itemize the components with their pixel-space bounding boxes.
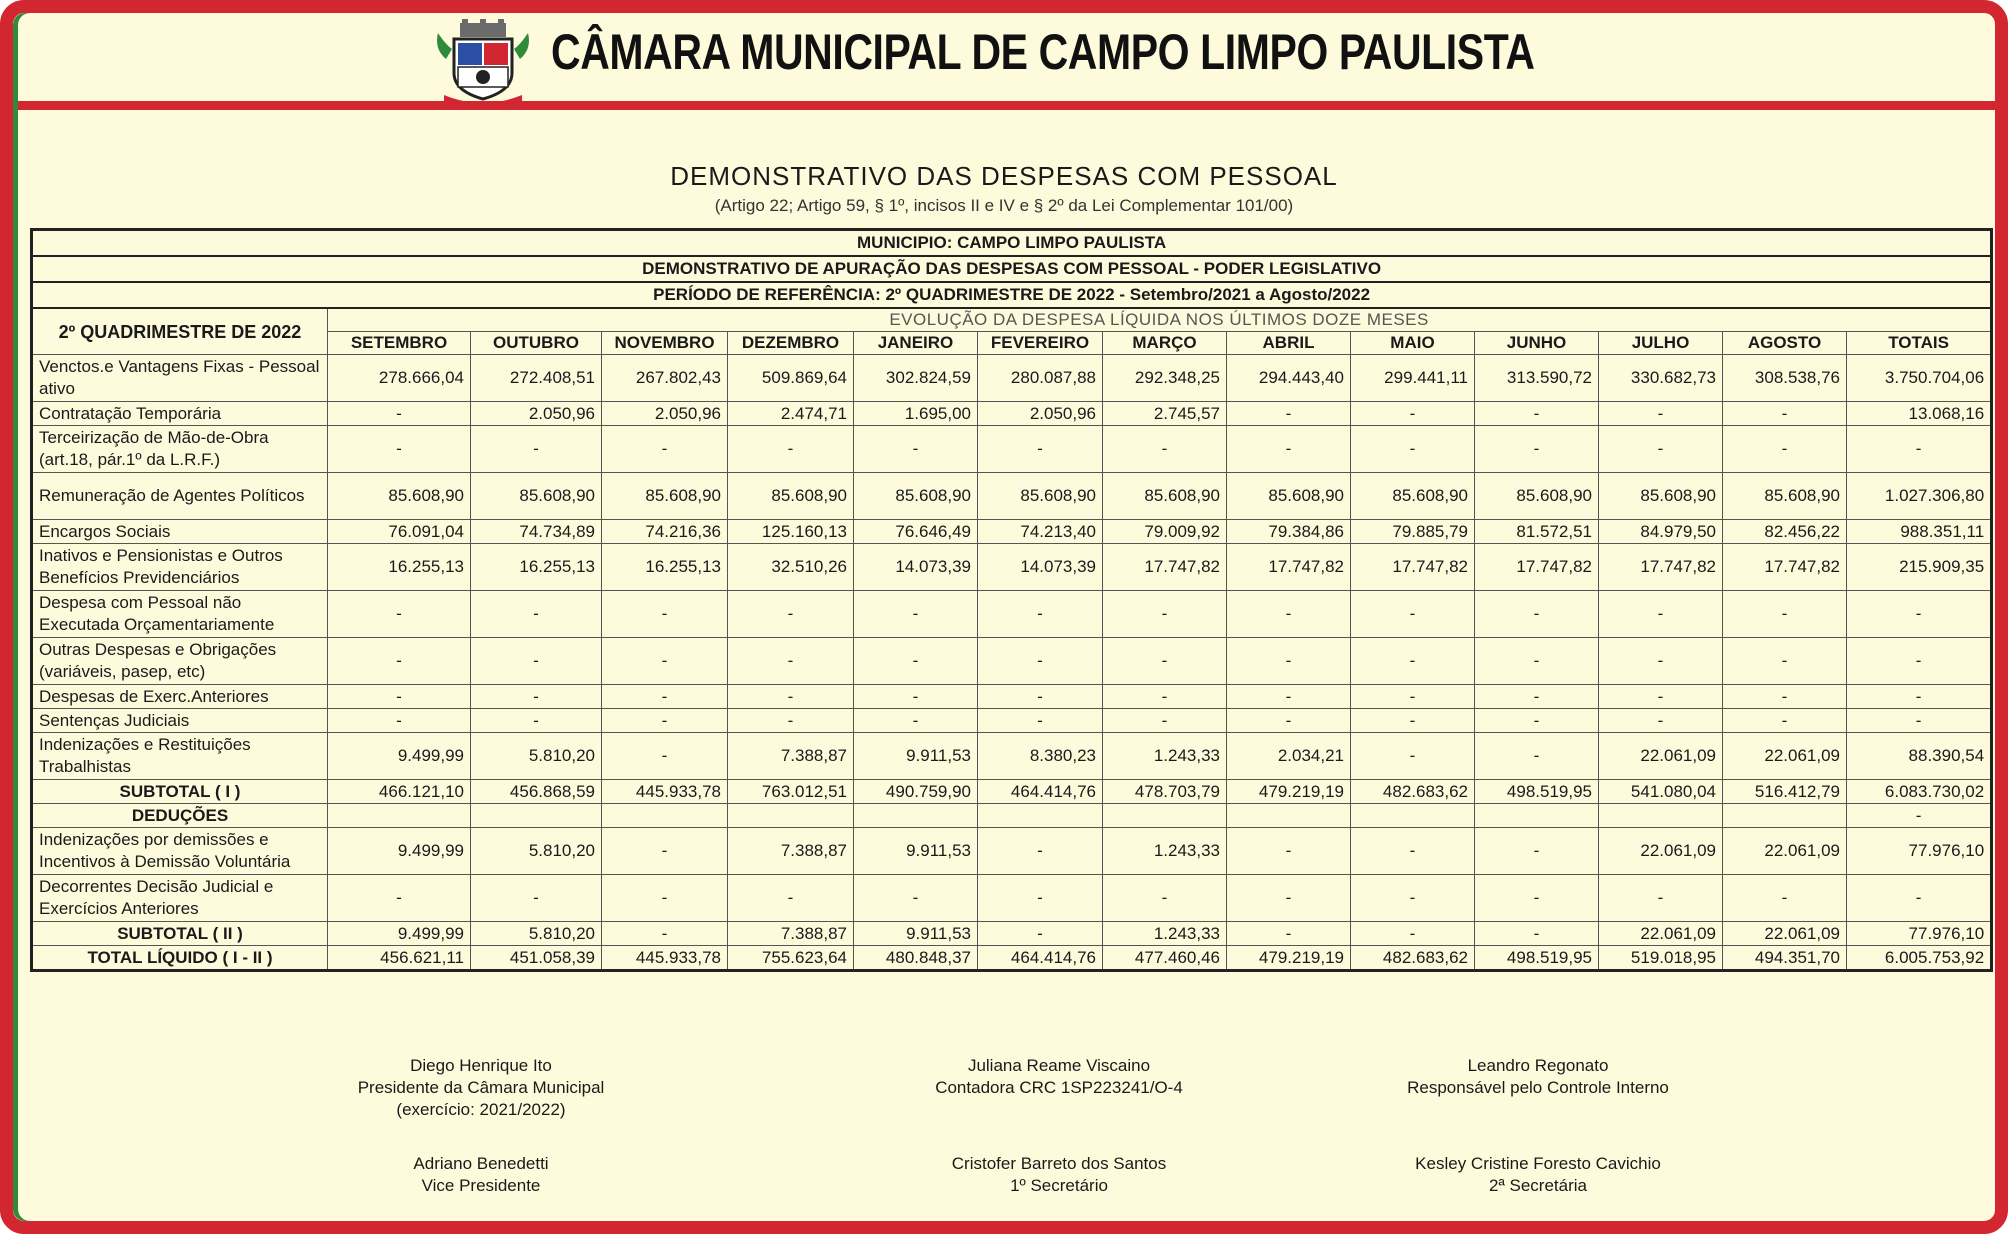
table-row: [32, 733, 1992, 780]
value-cell: 16.255,13: [471, 544, 602, 591]
value-cell: -: [328, 875, 471, 922]
value-cell: -: [1351, 426, 1475, 473]
month-header: MARÇO: [1103, 332, 1227, 355]
value-cell: -: [728, 709, 854, 733]
month-header: FEVEREIRO: [978, 332, 1103, 355]
value-cell: -: [602, 709, 728, 733]
signature-role: 1º Secretário: [1010, 1176, 1108, 1195]
value-cell: 509.869,64: [728, 355, 854, 402]
value-cell: [728, 804, 854, 828]
value-cell: -: [978, 591, 1103, 638]
value-cell: 292.348,25: [1103, 355, 1227, 402]
value-cell: 294.443,40: [1227, 355, 1351, 402]
row-label: Contratação Temporária: [32, 402, 328, 426]
value-cell: 464.414,76: [978, 780, 1103, 804]
value-cell: 7.388,87: [728, 828, 854, 875]
table-row: [32, 638, 1992, 685]
table-row: [32, 922, 1992, 946]
table-row: [32, 591, 1992, 638]
value-cell: -: [728, 638, 854, 685]
value-cell: 85.608,90: [328, 473, 471, 520]
value-cell: 278.666,04: [328, 355, 471, 402]
month-header: NOVEMBRO: [602, 332, 728, 355]
value-cell: -: [1227, 402, 1351, 426]
value-cell: -: [1723, 685, 1847, 709]
value-cell: -: [1227, 709, 1351, 733]
value-cell: 85.608,90: [1599, 473, 1723, 520]
value-cell: 22.061,09: [1599, 922, 1723, 946]
value-cell: 9.499,99: [328, 828, 471, 875]
value-cell: 17.747,82: [1475, 544, 1599, 591]
value-cell: -: [854, 591, 978, 638]
value-cell: 477.460,46: [1103, 946, 1227, 971]
value-cell: -: [1475, 709, 1599, 733]
signature-name: Kesley Cristine Foresto Cavichio: [1415, 1154, 1661, 1173]
value-cell: -: [328, 709, 471, 733]
periodo-row: PERÍODO DE REFERÊNCIA: 2º QUADRIMESTRE DE 2022 - Setembro/2021 a Agosto/2022: [32, 282, 1992, 308]
value-cell: [602, 804, 728, 828]
value-cell: -: [1847, 709, 1992, 733]
month-header: SETEMBRO: [328, 332, 471, 355]
value-cell: -: [854, 875, 978, 922]
value-cell: 85.608,90: [1227, 473, 1351, 520]
value-cell: 6.005.753,92: [1847, 946, 1992, 971]
value-cell: -: [854, 426, 978, 473]
table-row: [32, 402, 1992, 426]
value-cell: -: [1599, 591, 1723, 638]
value-cell: 13.068,16: [1847, 402, 1992, 426]
value-cell: -: [728, 685, 854, 709]
document-title: DEMONSTRATIVO DAS DESPESAS COM PESSOAL: [670, 161, 1338, 191]
value-cell: -: [1599, 685, 1723, 709]
table-row: [32, 544, 1992, 591]
value-cell: -: [1723, 591, 1847, 638]
value-cell: -: [728, 875, 854, 922]
value-cell: 9.499,99: [328, 922, 471, 946]
value-cell: 763.012,51: [728, 780, 854, 804]
value-cell: 85.608,90: [1351, 473, 1475, 520]
value-cell: -: [1227, 685, 1351, 709]
value-cell: -: [1847, 685, 1992, 709]
value-cell: 85.608,90: [471, 473, 602, 520]
value-cell: -: [1103, 709, 1227, 733]
value-cell: 2.034,21: [1227, 733, 1351, 780]
value-cell: -: [1475, 828, 1599, 875]
signature-first-secretary: [879, 1153, 1239, 1197]
value-cell: 2.050,96: [602, 402, 728, 426]
value-cell: [1599, 804, 1723, 828]
value-cell: -: [1351, 922, 1475, 946]
row-label: Inativos e Pensionistas e Outros Benefícios Previdenciários: [32, 544, 328, 591]
value-cell: -: [602, 426, 728, 473]
value-cell: 988.351,11: [1847, 520, 1992, 544]
value-cell: -: [328, 591, 471, 638]
value-cell: 482.683,62: [1351, 946, 1475, 971]
row-label: Terceirização de Mão-de-Obra (art.18, pár.1º da L.R.F.): [32, 426, 328, 473]
value-cell: -: [471, 685, 602, 709]
value-cell: -: [1475, 922, 1599, 946]
value-cell: 85.608,90: [1475, 473, 1599, 520]
value-cell: -: [854, 638, 978, 685]
value-cell: -: [1227, 591, 1351, 638]
value-cell: -: [978, 426, 1103, 473]
value-cell: 302.824,59: [854, 355, 978, 402]
value-cell: -: [1227, 828, 1351, 875]
value-cell: 17.747,82: [1599, 544, 1723, 591]
value-cell: 478.703,79: [1103, 780, 1227, 804]
value-cell: [1103, 804, 1227, 828]
value-cell: 494.351,70: [1723, 946, 1847, 971]
value-cell: -: [1847, 638, 1992, 685]
value-cell: -: [854, 685, 978, 709]
month-header: OUTUBRO: [471, 332, 602, 355]
row-label: Despesa com Pessoal não Executada Orçamentariamente: [32, 591, 328, 638]
row-label: SUBTOTAL ( I ): [32, 780, 328, 804]
value-cell: 445.933,78: [602, 780, 728, 804]
value-cell: [1351, 804, 1475, 828]
value-cell: -: [1475, 426, 1599, 473]
value-cell: 9.911,53: [854, 922, 978, 946]
table-row: [32, 520, 1992, 544]
value-cell: 82.456,22: [1723, 520, 1847, 544]
table-row: [32, 780, 1992, 804]
row-label: Indenizações e Restituições Trabalhistas: [32, 733, 328, 780]
value-cell: 88.390,54: [1847, 733, 1992, 780]
value-cell: -: [1847, 426, 1992, 473]
value-cell: -: [1351, 709, 1475, 733]
value-cell: 17.747,82: [1351, 544, 1475, 591]
value-cell: -: [1599, 402, 1723, 426]
value-cell: -: [471, 638, 602, 685]
month-header: TOTAIS: [1847, 332, 1992, 355]
value-cell: -: [978, 638, 1103, 685]
value-cell: -: [1351, 828, 1475, 875]
value-cell: 498.519,95: [1475, 946, 1599, 971]
table-row: [32, 828, 1992, 875]
value-cell: 7.388,87: [728, 922, 854, 946]
page-header: [13, 13, 1995, 103]
value-cell: 466.121,10: [328, 780, 471, 804]
row-label: Decorrentes Decisão Judicial e Exercícios Anteriores: [32, 875, 328, 922]
value-cell: 2.474,71: [728, 402, 854, 426]
value-cell: 2.745,57: [1103, 402, 1227, 426]
value-cell: 81.572,51: [1475, 520, 1599, 544]
value-cell: 85.608,90: [854, 473, 978, 520]
signature-accountant: [879, 1055, 1239, 1099]
table-row: [32, 946, 1992, 971]
value-cell: 22.061,09: [1723, 922, 1847, 946]
value-cell: 6.083.730,02: [1847, 780, 1992, 804]
value-cell: -: [1475, 875, 1599, 922]
value-cell: 85.608,90: [1723, 473, 1847, 520]
value-cell: 14.073,39: [978, 544, 1103, 591]
value-cell: -: [1599, 426, 1723, 473]
value-cell: -: [1351, 875, 1475, 922]
value-cell: 272.408,51: [471, 355, 602, 402]
value-cell: -: [1847, 875, 1992, 922]
value-cell: 519.018,95: [1599, 946, 1723, 971]
value-cell: -: [1227, 426, 1351, 473]
value-cell: -: [1723, 402, 1847, 426]
table-row: [32, 473, 1992, 520]
value-cell: 32.510,26: [728, 544, 854, 591]
value-cell: -: [1847, 591, 1992, 638]
value-cell: 77.976,10: [1847, 922, 1992, 946]
value-cell: 9.499,99: [328, 733, 471, 780]
value-cell: [1723, 804, 1847, 828]
value-cell: 313.590,72: [1475, 355, 1599, 402]
value-cell: -: [1103, 685, 1227, 709]
evolution-header: EVOLUÇÃO DA DESPESA LÍQUIDA NOS ÚLTIMOS DOZE MESES: [328, 308, 1992, 332]
value-cell: -: [1599, 638, 1723, 685]
signature-name: Cristofer Barreto dos Santos: [951, 1154, 1167, 1173]
value-cell: -: [1475, 591, 1599, 638]
value-cell: -: [1475, 638, 1599, 685]
signature-second-secretary: [1378, 1153, 1698, 1197]
value-cell: [1475, 804, 1599, 828]
signature-name: Leandro Regonato: [1467, 1056, 1609, 1075]
value-cell: -: [1475, 685, 1599, 709]
value-cell: 2.050,96: [471, 402, 602, 426]
value-cell: -: [328, 426, 471, 473]
value-cell: 479.219,19: [1227, 946, 1351, 971]
value-cell: 1.243,33: [1103, 733, 1227, 780]
value-cell: -: [978, 709, 1103, 733]
value-cell: -: [471, 709, 602, 733]
value-cell: 14.073,39: [854, 544, 978, 591]
value-cell: -: [602, 685, 728, 709]
signature-internal-control: [1378, 1055, 1698, 1099]
value-cell: 17.747,82: [1227, 544, 1351, 591]
value-cell: 77.976,10: [1847, 828, 1992, 875]
value-cell: 5.810,20: [471, 828, 602, 875]
value-cell: -: [978, 685, 1103, 709]
value-cell: -: [602, 922, 728, 946]
row-label: Encargos Sociais: [32, 520, 328, 544]
value-cell: 490.759,90: [854, 780, 978, 804]
value-cell: 9.911,53: [854, 828, 978, 875]
demonstrativo-row: DEMONSTRATIVO DE APURAÇÃO DAS DESPESAS COM PESSOAL - PODER LEGISLATIVO: [32, 256, 1992, 282]
value-cell: 516.412,79: [1723, 780, 1847, 804]
value-cell: [328, 804, 471, 828]
value-cell: -: [602, 828, 728, 875]
value-cell: 2.050,96: [978, 402, 1103, 426]
value-cell: -: [978, 875, 1103, 922]
value-cell: [854, 804, 978, 828]
header-divider: [13, 101, 1995, 110]
row-label: DEDUÇÕES: [32, 804, 328, 828]
value-cell: 17.747,82: [1723, 544, 1847, 591]
municipio-row: MUNICIPIO: CAMPO LIMPO PAULISTA: [32, 230, 1992, 257]
value-cell: -: [602, 875, 728, 922]
value-cell: 125.160,13: [728, 520, 854, 544]
value-cell: [1227, 804, 1351, 828]
month-header: MAIO: [1351, 332, 1475, 355]
value-cell: -: [1723, 709, 1847, 733]
value-cell: 22.061,09: [1723, 828, 1847, 875]
value-cell: -: [728, 591, 854, 638]
month-header: AGOSTO: [1723, 332, 1847, 355]
signature-role: 2ª Secretária: [1489, 1176, 1587, 1195]
value-cell: 1.027.306,80: [1847, 473, 1992, 520]
value-cell: 8.380,23: [978, 733, 1103, 780]
value-cell: -: [328, 402, 471, 426]
value-cell: -: [1351, 591, 1475, 638]
table-row: [32, 426, 1992, 473]
month-header: JUNHO: [1475, 332, 1599, 355]
value-cell: 541.080,04: [1599, 780, 1723, 804]
value-cell: 79.384,86: [1227, 520, 1351, 544]
value-cell: 299.441,11: [1351, 355, 1475, 402]
value-cell: -: [328, 638, 471, 685]
value-cell: 74.216,36: [602, 520, 728, 544]
signature-role: Responsável pelo Controle Interno: [1407, 1078, 1669, 1097]
value-cell: -: [1723, 426, 1847, 473]
value-cell: 464.414,76: [978, 946, 1103, 971]
row-label: Remuneração de Agentes Políticos: [32, 473, 328, 520]
value-cell: 84.979,50: [1599, 520, 1723, 544]
org-title: CÂMARA MUNICIPAL DE CAMPO LIMPO PAULISTA: [551, 24, 1535, 80]
value-cell: 16.255,13: [328, 544, 471, 591]
value-cell: 498.519,95: [1475, 780, 1599, 804]
value-cell: 445.933,78: [602, 946, 728, 971]
value-cell: 22.061,09: [1723, 733, 1847, 780]
signature-role: Vice Presidente: [421, 1176, 541, 1195]
row-label: Venctos.e Vantagens Fixas - Pessoal ativo: [32, 355, 328, 402]
value-cell: -: [978, 828, 1103, 875]
value-cell: 451.058,39: [471, 946, 602, 971]
signature-extra: (exercício: 2021/2022): [396, 1100, 566, 1119]
row-label: Outras Despesas e Obrigações (variáveis, pasep, etc): [32, 638, 328, 685]
row-label: SUBTOTAL ( II ): [32, 922, 328, 946]
signature-name: Juliana Reame Viscaino: [967, 1056, 1151, 1075]
table-row: [32, 875, 1992, 922]
value-cell: 482.683,62: [1351, 780, 1475, 804]
month-header: JANEIRO: [854, 332, 978, 355]
signature-name: Diego Henrique Ito: [410, 1056, 552, 1075]
value-cell: -: [1847, 804, 1992, 828]
table-row: [32, 709, 1992, 733]
value-cell: 85.608,90: [602, 473, 728, 520]
table-row: [32, 685, 1992, 709]
value-cell: -: [471, 426, 602, 473]
value-cell: -: [978, 922, 1103, 946]
value-cell: 280.087,88: [978, 355, 1103, 402]
value-cell: 267.802,43: [602, 355, 728, 402]
value-cell: -: [1475, 733, 1599, 780]
value-cell: -: [602, 638, 728, 685]
value-cell: -: [1599, 875, 1723, 922]
value-cell: 5.810,20: [471, 922, 602, 946]
value-cell: -: [602, 591, 728, 638]
value-cell: 7.388,87: [728, 733, 854, 780]
value-cell: 74.734,89: [471, 520, 602, 544]
value-cell: 76.091,04: [328, 520, 471, 544]
value-cell: 1.243,33: [1103, 922, 1227, 946]
value-cell: 9.911,53: [854, 733, 978, 780]
municipal-coat-of-arms-icon: [428, 19, 538, 111]
table-row: [32, 804, 1992, 828]
value-cell: 85.608,90: [1103, 473, 1227, 520]
value-cell: 22.061,09: [1599, 828, 1723, 875]
month-header: ABRIL: [1227, 332, 1351, 355]
month-header: DEZEMBRO: [728, 332, 854, 355]
signature-vice-president: [321, 1153, 641, 1197]
value-cell: 74.213,40: [978, 520, 1103, 544]
value-cell: 17.747,82: [1103, 544, 1227, 591]
quadrimestre-header: 2º QUADRIMESTRE DE 2022: [32, 308, 328, 355]
value-cell: 479.219,19: [1227, 780, 1351, 804]
value-cell: 76.646,49: [854, 520, 978, 544]
signature-role: Contadora CRC 1SP223241/O-4: [935, 1078, 1183, 1097]
value-cell: -: [1227, 922, 1351, 946]
table-row: [32, 355, 1992, 402]
value-cell: -: [1227, 875, 1351, 922]
value-cell: 16.255,13: [602, 544, 728, 591]
value-cell: 1.695,00: [854, 402, 978, 426]
row-label: TOTAL LÍQUIDO ( I - II ): [32, 946, 328, 971]
value-cell: -: [854, 709, 978, 733]
value-cell: -: [1599, 709, 1723, 733]
value-cell: 5.810,20: [471, 733, 602, 780]
month-header: JULHO: [1599, 332, 1723, 355]
expense-table: [30, 228, 1993, 972]
value-cell: 456.868,59: [471, 780, 602, 804]
value-cell: 330.682,73: [1599, 355, 1723, 402]
value-cell: 480.848,37: [854, 946, 978, 971]
value-cell: -: [1723, 638, 1847, 685]
value-cell: -: [1103, 875, 1227, 922]
value-cell: 1.243,33: [1103, 828, 1227, 875]
value-cell: 3.750.704,06: [1847, 355, 1992, 402]
value-cell: 85.608,90: [978, 473, 1103, 520]
value-cell: -: [1475, 402, 1599, 426]
value-cell: 79.885,79: [1351, 520, 1475, 544]
value-cell: 308.538,76: [1723, 355, 1847, 402]
value-cell: -: [1351, 402, 1475, 426]
value-cell: -: [728, 426, 854, 473]
value-cell: -: [1227, 638, 1351, 685]
row-label: Sentenças Judiciais: [32, 709, 328, 733]
value-cell: -: [471, 875, 602, 922]
value-cell: 22.061,09: [1599, 733, 1723, 780]
value-cell: -: [1103, 591, 1227, 638]
value-cell: -: [1103, 638, 1227, 685]
value-cell: -: [1723, 875, 1847, 922]
value-cell: -: [1351, 733, 1475, 780]
value-cell: 215.909,35: [1847, 544, 1992, 591]
signature-role: Presidente da Câmara Municipal: [357, 1078, 605, 1097]
value-cell: -: [1351, 638, 1475, 685]
signature-name: Adriano Benedetti: [413, 1154, 549, 1173]
value-cell: -: [602, 733, 728, 780]
signature-president: [321, 1055, 641, 1121]
row-label: Despesas de Exerc.Anteriores: [32, 685, 328, 709]
document-subtitle: (Artigo 22; Artigo 59, § 1º, incisos II e IV e § 2º da Lei Complementar 101/00): [714, 196, 1294, 215]
value-cell: [978, 804, 1103, 828]
value-cell: -: [1103, 426, 1227, 473]
value-cell: -: [1351, 685, 1475, 709]
value-cell: 456.621,11: [328, 946, 471, 971]
value-cell: 755.623,64: [728, 946, 854, 971]
value-cell: 79.009,92: [1103, 520, 1227, 544]
row-label: Indenizações por demissões e Incentivos à Demissão Voluntária: [32, 828, 328, 875]
value-cell: 85.608,90: [728, 473, 854, 520]
value-cell: -: [328, 685, 471, 709]
value-cell: [471, 804, 602, 828]
value-cell: -: [471, 591, 602, 638]
